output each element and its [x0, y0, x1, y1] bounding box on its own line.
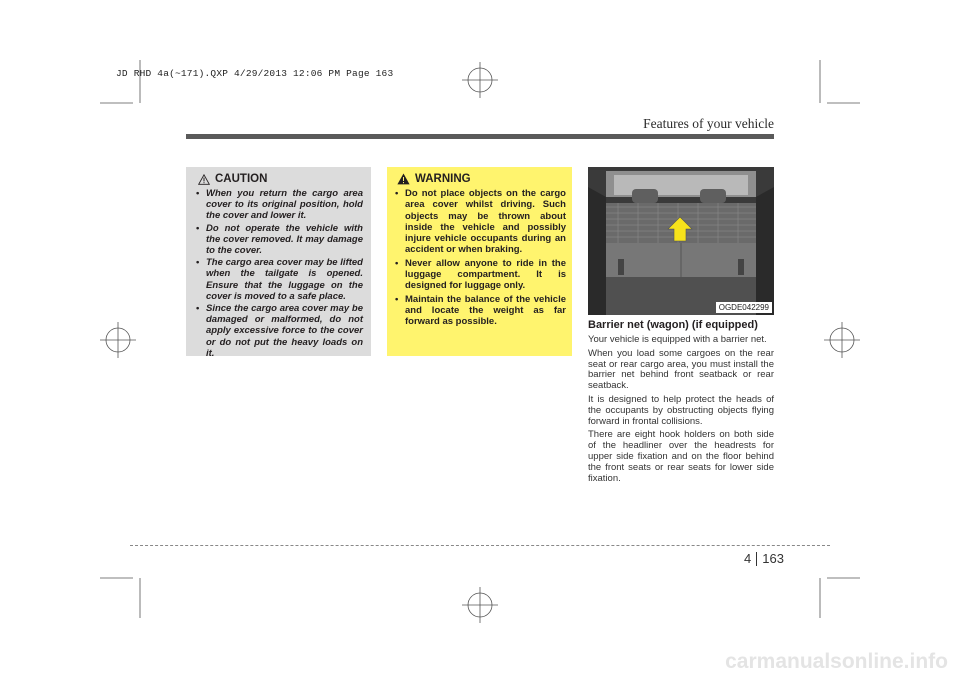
body-paragraph: Your vehicle is equipped with a barrier net.	[588, 334, 767, 345]
warning-title: WARNING	[415, 173, 471, 185]
page-header-title: Features of your vehicle	[643, 116, 774, 131]
caution-box	[186, 167, 371, 359]
caution-item: • The cargo area cover may be lifted when the tailgate is opened. Ensure that the luggage on the cover is moved to a safe place.	[196, 257, 363, 302]
section-title: Barrier net (wagon) (if equipped)	[588, 319, 758, 331]
print-slug: JD RHD 4a(~171).QXP 4/29/2013 12:06 PM Page 163	[116, 68, 394, 79]
caution-heading	[196, 173, 363, 185]
page-number	[744, 551, 784, 566]
chapter-number: 4	[744, 551, 752, 566]
body-paragraph: There are eight hook holders on both side of the headliner over the headrests for upper side fixation and on the floor behind the front seats or rear seats for lower side fixation.	[588, 429, 774, 484]
warning-heading	[395, 173, 566, 185]
warning-item: • Do not place objects on the cargo area cover whilst driving. Such objects may be thrown about inside the vehicle and possibly injure vehicle occupants during an accident or when braking.	[395, 188, 566, 256]
warning-list	[395, 188, 566, 328]
body-paragraph: It is designed to help protect the heads of the occupants by obstructing objects flying forward in frontal collisions.	[588, 393, 774, 427]
caution-item: • Since the cargo area cover may be damaged or malformed, do not apply excessive force to the cover or do not put the heavy loads on it.	[196, 303, 363, 359]
section-body	[588, 335, 774, 487]
warning-box	[387, 167, 572, 356]
caution-item: • Do not operate the vehicle with the cover removed. It may damage to the cover.	[196, 223, 363, 257]
photo-caption: OGDE042299	[716, 302, 772, 313]
warning-item: • Never allow anyone to ride in the luggage compartment. It is designed for luggage only.	[395, 258, 566, 292]
caution-list	[196, 188, 363, 359]
warning-item: • Maintain the balance of the vehicle and locate the weight as far forward as possible.	[395, 294, 566, 328]
caution-triangle-icon	[198, 174, 210, 185]
page-number-separator	[756, 552, 757, 566]
caution-item: • When you return the cargo area cover to its original position, hold the cover and lower it.	[196, 188, 363, 222]
watermark: carmanualsonline.info	[725, 650, 948, 673]
warning-triangle-icon	[397, 173, 410, 185]
caution-title: CAUTION	[215, 173, 268, 185]
cargo-area-photo	[588, 167, 774, 315]
footer-rule	[130, 545, 830, 546]
body-paragraph: When you load some cargoes on the rear seat or rear cargo area, you must install the barrier net behind front seatback or rear seatback.	[588, 347, 774, 392]
cargo-area-illustration	[588, 167, 774, 315]
page-number-value: 163	[762, 551, 784, 566]
header-rule	[186, 134, 774, 139]
